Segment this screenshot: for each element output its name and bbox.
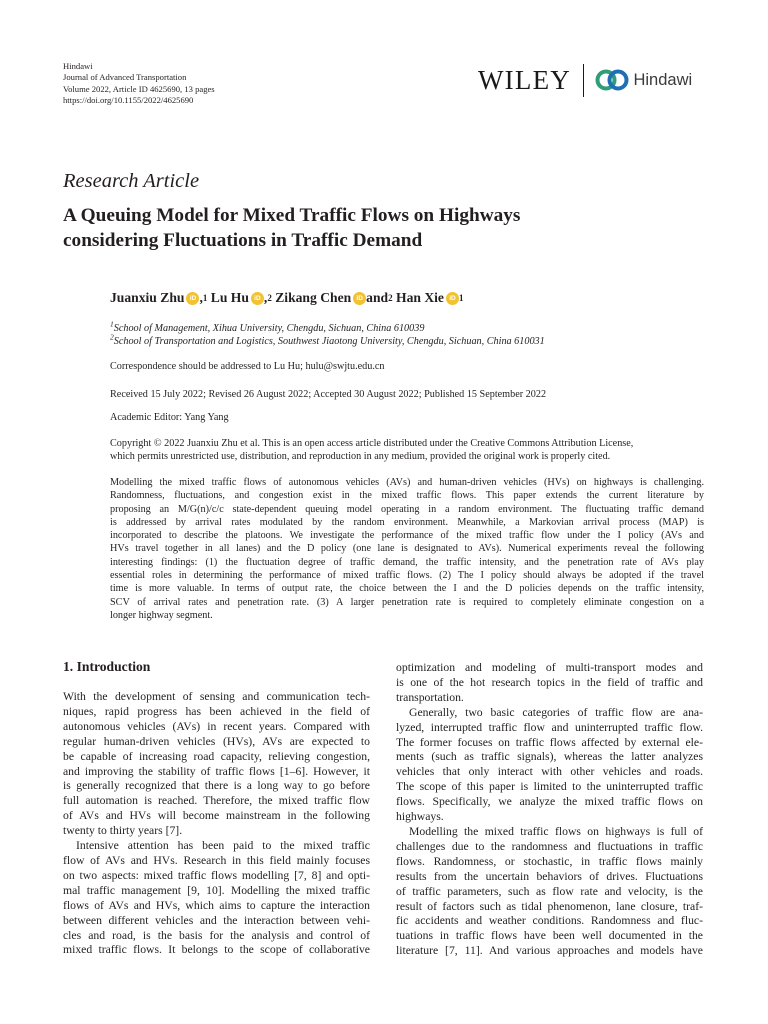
body-line: optimization and modeling of multi-transport modes and [396, 661, 703, 674]
body-line: literature [7, 11]. And various approaches and models have [396, 944, 703, 958]
copyright-line: Copyright © 2022 Juanxiu Zhu et al. This is an open access article distributed under the Creative Commons Attribution License, [110, 438, 634, 449]
orcid-icon[interactable]: iD [186, 292, 199, 305]
orcid-icon[interactable]: iD [446, 292, 459, 305]
orcid-icon[interactable]: iD [353, 292, 366, 305]
abstract-line: Modelling the mixed traffic flows of autonomous vehicles (AVs) and human-driven vehicles (HVs) on highways is challenging. [110, 477, 704, 488]
copyright-notice [110, 437, 707, 464]
body-line: and improving the stability of traffic flows [1–6]. However, it [63, 764, 370, 778]
body-line: flows. Randomness, or stochastic, in traffic flows mainly [396, 854, 703, 868]
journal-name: Journal of Advanced Transportation [63, 72, 187, 83]
hindawi-logo-icon [595, 68, 629, 92]
abstract-line: Randomness, fluctuations, and congestion exist in the mixed traffic flows. This paper extends the current literature by [110, 490, 704, 502]
journal-meta [63, 61, 215, 106]
affiliation [110, 319, 545, 335]
publisher-name: Hindawi [63, 61, 93, 71]
body-line: flow of AVs and HVs. Research in this field mainly focuses [63, 853, 370, 867]
body-line: fic accidents and weather conditions. Randomness and fluc- [396, 914, 703, 928]
body-line: results from the uncertain behaviors of drives. Fluctuations [396, 869, 703, 883]
article-type: Research Article [63, 170, 200, 192]
article-title [63, 203, 703, 253]
body-line: full automation is reached. Therefore, the mixed traffic flow [63, 794, 370, 808]
body-column-left [63, 690, 370, 958]
body-line: niques, rapid progress has been achieved in the field of [63, 704, 370, 718]
body-line: regular human-driven vehicles (HVs), AVs are expected to [63, 734, 370, 748]
author-name[interactable]: Han Xie [396, 290, 444, 305]
affiliation-text: School of Transportation and Logistics, Southwest Jiaotong University, Chengdu, Sichuan, China 610031 [113, 336, 545, 347]
author-separator: and [366, 290, 389, 305]
body-line: result of factors such as tidal phenomenon, lane closure, traf- [396, 899, 703, 913]
body-line: transportation. [396, 690, 464, 704]
logo-divider [583, 64, 585, 97]
body-line: tuations in traffic flows have been well documented in the [396, 929, 703, 943]
publisher-logos [478, 62, 692, 98]
body-line: of traffic parameters, such as flow rate and velocity, is the [396, 884, 703, 898]
title-line: considering Fluctuations in Traffic Demand [63, 230, 423, 251]
body-line: of AVs and HVs will become mainstream in the following [63, 809, 370, 823]
body-line: vehicles that only interact with other vehicles and roads. [396, 765, 703, 779]
affiliation-mark: 2 [110, 332, 114, 342]
body-line: Modelling the mixed traffic flows on highways is full of [409, 824, 703, 838]
body-line: is generally recognized that there is a long way to go before [63, 779, 370, 793]
abstract-line: longer highway segment. [110, 609, 213, 621]
author-separator: , [263, 290, 268, 305]
abstract-line: proposing an M/G(n)/c/c state-dependent queuing model operating in a random environment. The fluctuating traffic demand [110, 503, 704, 515]
affiliation [110, 332, 545, 348]
body-line: mixed traffic flows. It belongs to the scope of collaborative [63, 943, 370, 957]
body-line: Intensive attention has been paid to the mixed traffic [76, 839, 370, 853]
body-line: mal traffic management [9, 10]. Modelling the mixed traffic [63, 883, 370, 897]
body-line: The scope of this paper is limited to the uninterrupted traffic [396, 780, 703, 794]
body-line: challenges due to the randomness and fluctuations in traffic [396, 839, 703, 853]
abstract-line: SCV of arrival rates and penetration rate. (3) A larger penetration rate is required to completely eliminate congestion on a [110, 596, 704, 608]
body-line: twenty to thirty years [7]. [63, 824, 183, 838]
abstract-line: is addressed by arrival rates modulated by the random environment. Meanwhile, a Markovian arrival process (MAP) is [110, 516, 704, 528]
abstract-line: incorporated to describe the platoons. We investigate the performance of the mixed traffic flow under the I policy (AVs and [110, 530, 704, 542]
body-line: on two aspects: mixed traffic flows modelling [7, 8] and opti- [63, 868, 370, 882]
publication-dates: Received 15 July 2022; Revised 26 August 2022; Accepted 30 August 2022; Published 15 September 2022 [110, 389, 547, 400]
title-line: A Queuing Model for Mixed Traffic Flows on Highways [63, 205, 521, 226]
body-line: highways. [396, 810, 444, 824]
author: Han Xie iD 1 [396, 290, 464, 305]
author-separator: , [199, 290, 203, 305]
affiliation-text: School of Management, Xihua University, Chengdu, Sichuan, China 610039 [113, 323, 425, 334]
academic-editor: Academic Editor: Yang Yang [110, 412, 229, 423]
body-line: autonomous vehicles (AVs) in recent years. Compared with [63, 719, 370, 733]
copyright-line: which permits unrestricted use, distribution, and reproduction in any medium, provided the original work is properly cited. [110, 451, 611, 463]
author-name[interactable]: Zikang Chen [275, 290, 352, 305]
body-line: is one of the hot research topics in the field of traffic and [396, 675, 703, 689]
body-line: With the development of sensing and communication tech- [63, 690, 370, 703]
author: Juanxiu Zhu iD , 1 [110, 290, 208, 305]
section-heading: 1. Introduction [63, 659, 151, 674]
volume-info: Volume 2022, Article ID 4625690, 13 pages [63, 83, 215, 94]
abstract-line: essential roles in determining the performance of mixed traffic flows. (2) The I policy should always be adopted if the travel [110, 570, 704, 582]
body-line: Generally, two basic categories of traffic flow are ana- [409, 705, 703, 719]
abstract [110, 476, 704, 622]
body-line: flows of AVs and HVs, which aims to capture the interaction [63, 898, 370, 912]
author-name[interactable]: Juanxiu Zhu [110, 290, 185, 305]
abstract-line: interesting findings: (1) the fluctuation degree of traffic demand, the traffic intensity, and the penetration rate of AVs play [110, 556, 704, 568]
abstract-line: HVs travel together in all lanes) and the D policy (one lane is designated to AVs). Numerical experiments reveal the following [110, 543, 704, 555]
body-column-right [396, 661, 703, 959]
affiliations [110, 319, 545, 348]
body-line: The former focuses on traffic flows affected by external ele- [396, 735, 703, 749]
body-line: lyzed, interrupted traffic flow and uninterrupted traffic flow. [396, 720, 703, 734]
affiliation-mark: 1 [110, 319, 114, 329]
hindawi-logo-text: Hindawi [633, 70, 693, 89]
author-name[interactable]: Lu Hu [210, 290, 249, 305]
body-line: flows. Specifically, we analyze the mixed traffic flows on [396, 795, 703, 809]
abstract-line: time is more valuable. In terms of output rate, the choice between the I and the D policies depends on the traffic intensity, [110, 583, 704, 595]
body-line: cles and road, is the basis for the analysis and control of [63, 928, 370, 942]
body-line: be capable of increasing road capacity, relieving congestion, [63, 749, 370, 763]
wiley-logo: WILEY [478, 64, 571, 95]
author: Zikang Chen iD and 2 [275, 290, 393, 305]
body-line: between different vehicles and the interaction between vehi- [63, 913, 370, 927]
body-line: ments (such as traffic signals), whereas the latter analyzes [396, 750, 703, 764]
author-list [110, 290, 463, 306]
orcid-icon[interactable]: iD [251, 292, 264, 305]
author: Lu Hu iD , 2 [210, 290, 272, 305]
doi-link[interactable]: https://doi.org/10.1155/2022/4625690 [63, 94, 194, 105]
correspondence: Correspondence should be addressed to Lu Hu; hulu@swjtu.edu.cn [110, 361, 385, 372]
